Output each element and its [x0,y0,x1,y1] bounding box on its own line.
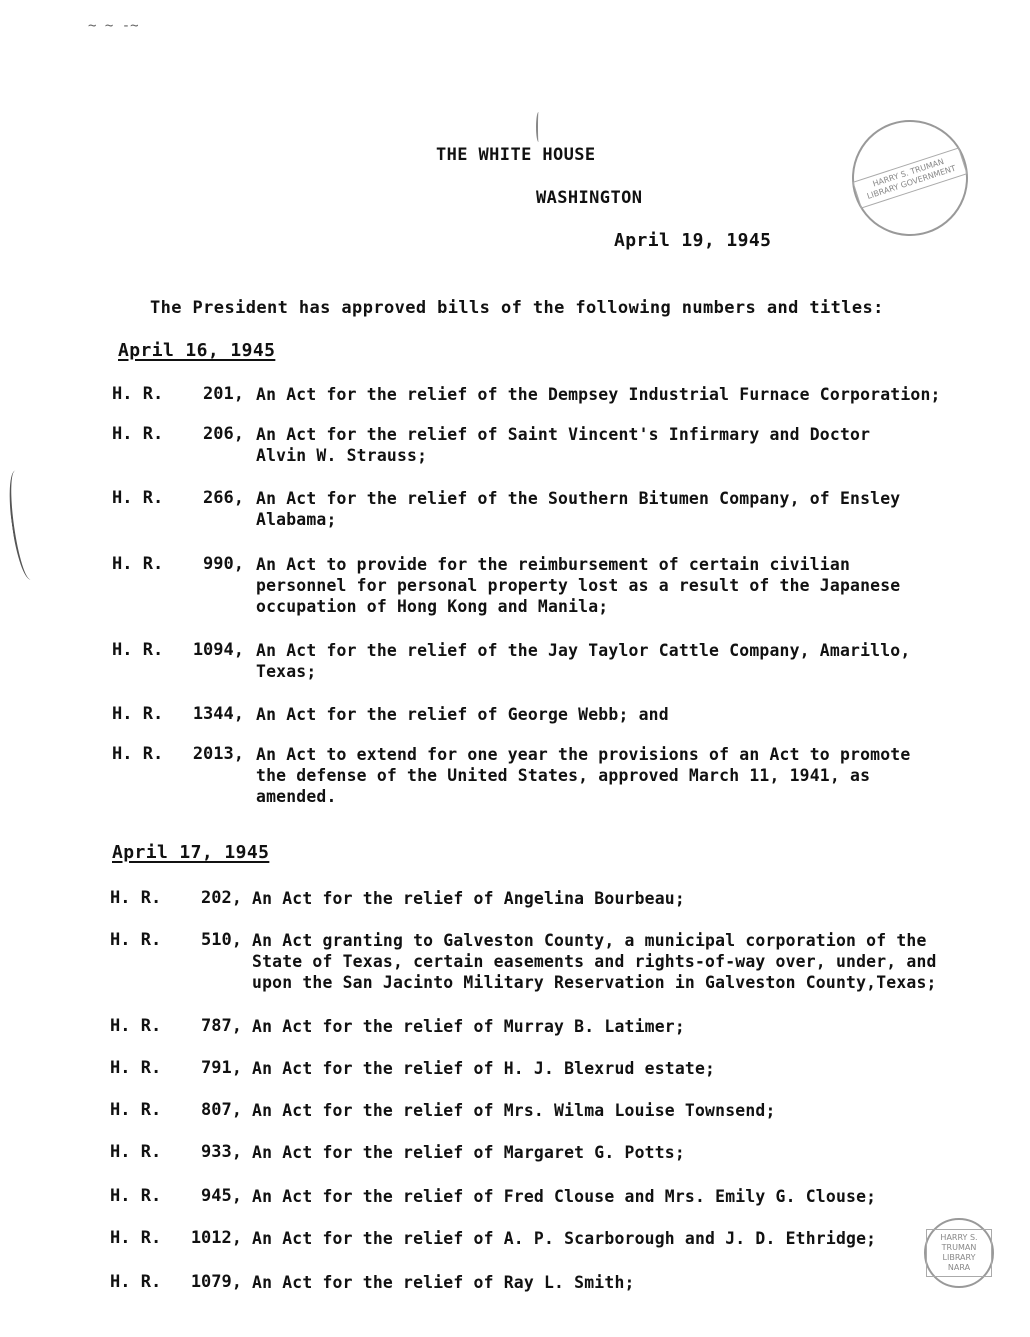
bill-number: 787, [201,1016,242,1036]
bill-number: 933, [201,1142,242,1162]
section-date [118,340,275,361]
bill-title-line: An Act for the relief of H. J. Blexrud estate; [252,1059,716,1078]
bill-title-line: An Act for the relief of the Jay Taylor Cattle Company, Amarillo, [256,641,911,660]
bill-title-line: An Act to extend for one year the provisions of an Act to promote [256,745,911,764]
archive-stamp [837,105,983,251]
bill-title-line: personnel for personal property lost as a result of the Japanese [256,576,901,595]
letterhead-city: WASHINGTON [536,188,643,208]
bill-title-line: An Act for the relief of Saint Vincent's Infirmary and Doctor [256,425,871,444]
bill-title-line: An Act for the relief of Angelina Bourbeau; [252,889,685,908]
bill-title-line: An Act for the relief of A. P. Scarborough and J. D. Ethridge; [252,1229,877,1248]
bill-title-line: An Act for the relief of Murray B. Latimer; [252,1017,685,1036]
document-date: April 19, 1945 [614,230,772,251]
bill-prefix: H. R. [112,640,164,660]
nara-stamp [924,1218,994,1288]
bill-number: 990, [203,554,244,574]
bill-title-line: An Act for the relief of Fred Clouse and Mrs. Emily G. Clouse; [252,1187,877,1206]
bill-number: 2013, [192,744,244,764]
bill-number: 945, [201,1186,242,1206]
bill-title-line: An Act for the relief of Margaret G. Potts; [252,1143,685,1162]
bill-prefix: H. R. [110,1100,162,1120]
bill-prefix: H. R. [110,1058,162,1078]
bill-title-line: An Act granting to Galveston County, a municipal corporation of the [252,931,927,950]
nara-stamp-text: HARRY S. TRUMAN LIBRARY NARA [926,1229,992,1277]
bill-prefix: H. R. [110,1016,162,1036]
bill-number: 202, [201,888,242,908]
bill-number: 1094, [192,640,244,660]
bill-title-line: Alabama; [256,510,337,529]
bill-title-line: An Act for the relief of George Webb; and [256,705,669,724]
bill-number: 201, [203,384,244,404]
bill-prefix: H. R. [112,554,164,574]
bill-prefix: H. R. [110,1186,162,1206]
section-date-text: April 16, 1945 [118,340,276,361]
pen-mark [536,112,541,142]
bill-prefix: H. R. [110,1272,162,1292]
bill-title-line: State of Texas, certain easements and rights-of-way over, under, and [252,952,937,971]
scan-mark: ~ ~ -~ [88,18,139,34]
bill-title-line: occupation of Hong Kong and Manila; [256,597,609,616]
section-date-text: April 17, 1945 [112,842,270,863]
bill-title-line: An Act for the relief of Ray L. Smith; [252,1273,635,1292]
bill-title-line: the defense of the United States, approved March 11, 1941, as [256,766,871,785]
archive-stamp-text: HARRY S. TRUMAN LIBRARY GOVERNMENT [852,147,967,208]
letterhead-org: THE WHITE HOUSE [436,145,596,165]
bill-number: 266, [203,488,244,508]
bill-title-line: An Act for the relief of Mrs. Wilma Louise Townsend; [252,1101,776,1120]
bill-number: 1344, [192,704,244,724]
bill-prefix: H. R. [110,930,162,950]
bill-number: 1079, [190,1272,242,1292]
section-date [112,842,269,863]
bill-title-line: An Act for the relief of the Southern Bitumen Company, of Ensley [256,489,901,508]
bill-number: 510, [201,930,242,950]
bill-title-line: Texas; [256,662,317,681]
bill-number: 1012, [190,1228,242,1248]
bill-prefix: H. R. [112,488,164,508]
bill-title-line: Alvin W. Strauss; [256,446,428,465]
bill-title-line: An Act for the relief of the Dempsey Industrial Furnace Corporation; [256,385,941,404]
intro-text: The President has approved bills of the following numbers and titles: [150,298,884,318]
bill-number: 791, [201,1058,242,1078]
bill-number: 206, [203,424,244,444]
bill-prefix: H. R. [112,744,164,764]
bill-number: 807, [201,1100,242,1120]
bill-prefix: H. R. [112,704,164,724]
bill-prefix: H. R. [110,1228,162,1248]
bill-prefix: H. R. [110,1142,162,1162]
bill-title-line: amended. [256,787,337,806]
margin-bracket-mark [4,469,41,581]
bill-prefix: H. R. [112,384,164,404]
bill-title-line: upon the San Jacinto Military Reservation in Galveston County,Texas; [252,973,937,992]
bill-prefix: H. R. [110,888,162,908]
bill-title-line: An Act to provide for the reimbursement of certain civilian [256,555,851,574]
bill-prefix: H. R. [112,424,164,444]
